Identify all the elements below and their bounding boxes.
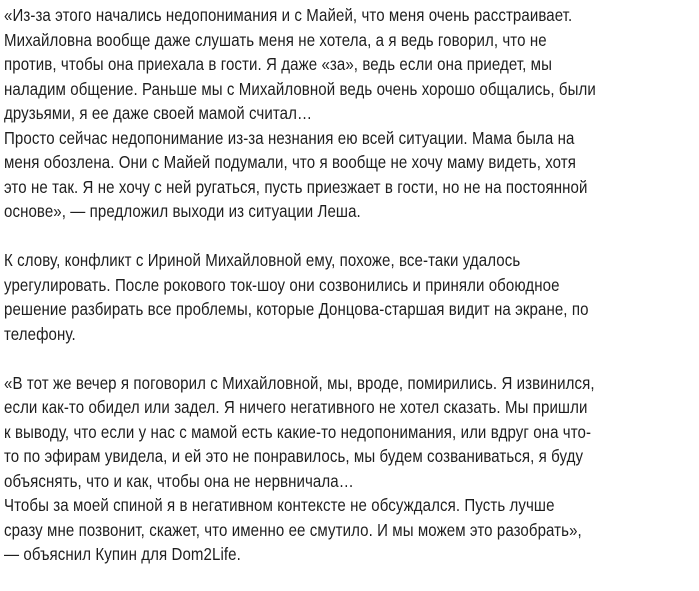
text-line: Просто сейчас недопонимание из-за незнания ею всей ситуации. Мама была на	[4, 127, 575, 148]
article-body	[4, 3, 699, 591]
text-line: урегулировать. После рокового ток-шоу они созвонились и приняли обоюдное	[4, 274, 560, 295]
text-line: К слову, конфликт с Ириной Михайловной ему, похоже, все-таки удалось	[4, 250, 521, 270]
text-line: это не так. Я не хочу с ней ругаться, пусть приезжает в гости, но не на постоянной	[4, 176, 588, 197]
text-line: сразу мне позвонит, скажет, что именно ее смутило. И мы можем это разобрать»,	[4, 519, 582, 540]
text-line: основе», — предложил выходи из ситуации Леша.	[4, 201, 361, 221]
text-line: то по эфирам увидела, и ей это не понравилось, мы будем созваниваться, я буду	[4, 446, 584, 466]
text-line: — объяснил Купин для Dom2Life.	[4, 544, 241, 564]
text-line: наладим общение. Раньше мы с Михайловной ведь очень хорошо общались, были	[4, 78, 596, 99]
text-line: Чтобы за моей спиной я в негативном контексте не обсуждался. Пусть лучше	[4, 495, 555, 515]
text-line: к выводу, что если у нас с мамой есть какие-то недопонимания, или вдруг она что-	[4, 421, 592, 442]
quote-paragraph-2	[4, 371, 699, 567]
text-line: друзьями, я ее даже своей мамой считал…	[4, 103, 313, 123]
text-line: объяснять, что и как, чтобы она не нервничала…	[4, 470, 354, 491]
text-line: против, чтобы она приехала в гости. Я даже «за», ведь если она приедет, мы	[4, 54, 553, 74]
text-line: если как-то обидел или задел. Я ничего негативного не хотел сказать. Мы пришли	[4, 397, 588, 417]
narrative-paragraph	[4, 248, 699, 346]
text-line: меня обозлена. Они с Майей подумали, что я вообще не хочу маму видеть, хотя	[4, 152, 577, 172]
text-line: Михайловна вообще даже слушать меня не хотела, а я ведь говорил, что не	[4, 29, 547, 50]
text-line: решение разбирать все проблемы, которые Донцова-старшая видит на экране, по	[4, 299, 589, 319]
text-line: «В тот же вечер я поговорил с Михайловной, мы, вроде, помирились. Я извинился,	[4, 372, 595, 393]
text-line: «Из-за этого начались недопонимания и с Майей, что меня очень расстраивает.	[4, 5, 573, 25]
text-line: телефону.	[4, 323, 76, 344]
quote-paragraph-1	[4, 3, 699, 224]
